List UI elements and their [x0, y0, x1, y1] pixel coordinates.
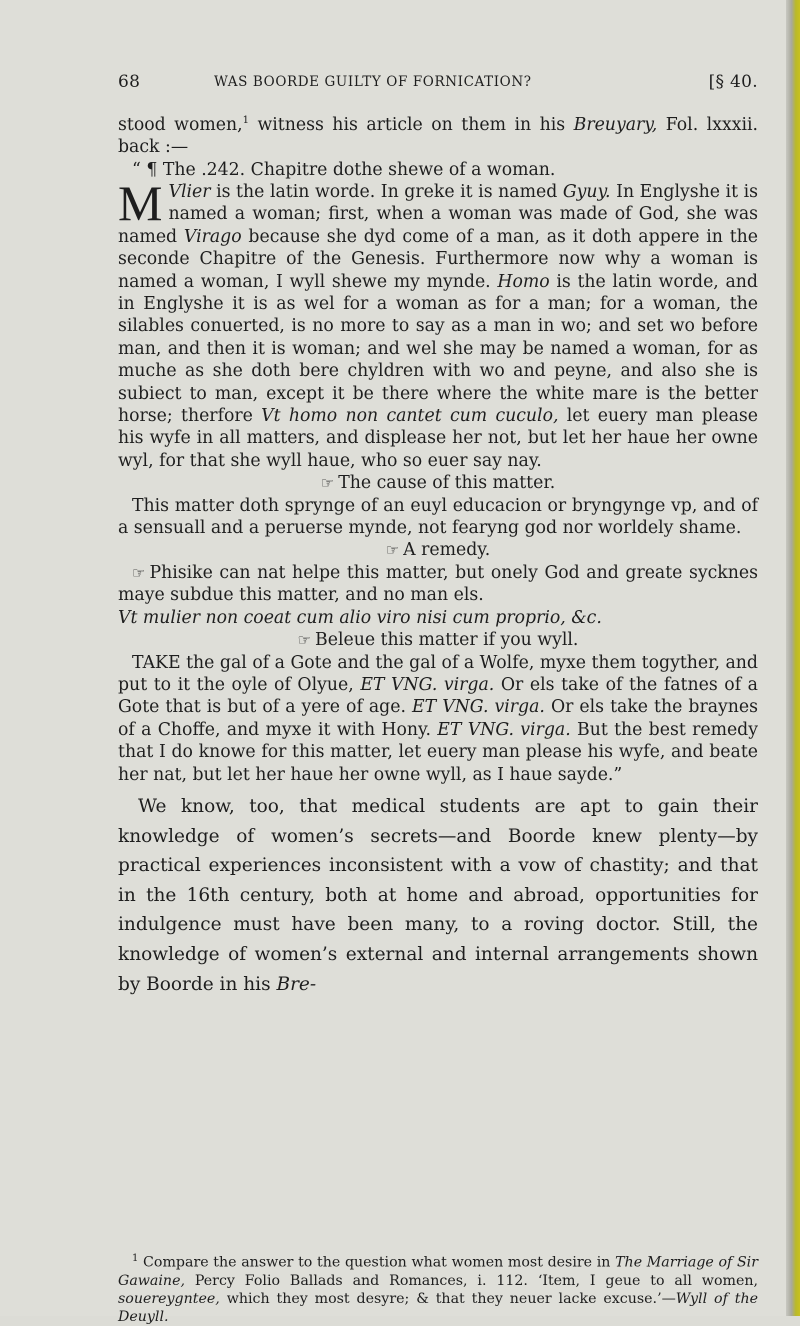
quoted-paragraph: M Vlier is the latin worde. In greke it is named Gyuy. In Englyshe it is named a woman; first, when a woman was made of God, she was named Virago because she dyd come of a man, as it doth appere in the seconde Chapitre of the Genesis. Furthermore now why a woman is named a woman, I wyll shewe my mynde. Homo is the latin worde, and in Englyshe it is as wel for a woman as for a man; for a woman, the silables conuerted, is no more to say as a man in wo; and set wo before man, and then it is woman; and wel she may be named a woman, for as muche as she doth bere chyldren with wo and peyne, and also she is subiect to man, except it be there where the white mare is the better horse; therfore Vt homo non cantet cum cuculo, let euery man please his wyfe in all matters, and displease her not, but let her haue her owne wyl, for that she wyll haue, who so euer say nay. — [118, 174, 758, 471]
remedy-paragraph: ☞ Phisike can nat helpe this matter, but onely God and greate sycknes maye subdue this matter, and no man els. — [118, 562, 758, 606]
cause-heading: ☞ The cause of this matter. — [320, 473, 556, 494]
opening-line: stood women,$^1$ witness his article on them in his Breuyary, Fol. lxxxii. back :— — [118, 114, 758, 158]
cause-paragraph: This matter doth sprynge of an euyl educacion or bryngynge vp, and of a sensuall and a peruerse mynde, not fearyng god nor worldely shame. — [118, 495, 758, 539]
remedy-heading: ☞ A remedy. — [385, 540, 491, 561]
footnote-mark: 1 — [132, 1253, 139, 1264]
pointing-hand-icon: ☞ — [385, 541, 400, 560]
section-marker: [§ 40. — [708, 72, 758, 92]
recipe-paragraph: TAKE the gal of a Gote and the gal of a Wolfe, myxe them togyther, and put to it the oyle of Olyue, ET VNG. virga. Or els take of the fatnes of a Gote that is but of a yere of age. ET VNG. virga. Or els take the braynes of a Choffe, and myxe it with Hony. ET VNG. virga. But the best remedy that I do knowe for this matter, let euery man please his wyfe, and beate her nat, but let her haue her owne wyll, as I haue sayde.” — [118, 652, 759, 785]
page-edge — [786, 0, 800, 1316]
pointing-hand-icon: ☞ — [320, 474, 335, 493]
body-text — [118, 110, 758, 999]
footnote-ref: 1 — [242, 115, 249, 126]
latin-heading: Vt mulier non coeat cum alio viro nisi cum proprio, &c. — [118, 607, 602, 628]
running-title: WAS BOORDE GUILTY OF FORNICATION? — [214, 74, 532, 90]
pointing-hand-icon: ☞ — [132, 563, 146, 582]
running-header — [118, 72, 758, 98]
pointing-hand-icon: ☞ — [297, 631, 312, 650]
page-number: 68 — [118, 72, 141, 92]
footnote: $^1$ Compare the answer to the question what women most desire in The Marriage of Sir Gawaine, Percy Folio Ballads and Romances, i. 112. ‘Item, I geue to all women, souereygntee, which they most desyre; & that they neuer lacke excuse.’—Wyll of the Deuyll. — [118, 1253, 758, 1325]
chapter-heading: “ ¶ The .242. Chapitre dothe shewe of a woman. — [132, 159, 556, 180]
drop-capital: M — [118, 174, 163, 231]
beleue-heading: ☞ Beleue this matter if you wyll. — [297, 630, 579, 651]
commentary-paragraph: We know, too, that medical students are apt to gain their knowledge of women’s secrets—and Boorde knew plenty—by practical experiences inconsistent with a vow of chastity; and that in the 16th century, both at home and abroad, opportunities for indulgence must have been many, to a roving doctor. Still, the knowledge of women’s external and internal arrangements shown by Boorde in his Bre- — [118, 795, 758, 995]
